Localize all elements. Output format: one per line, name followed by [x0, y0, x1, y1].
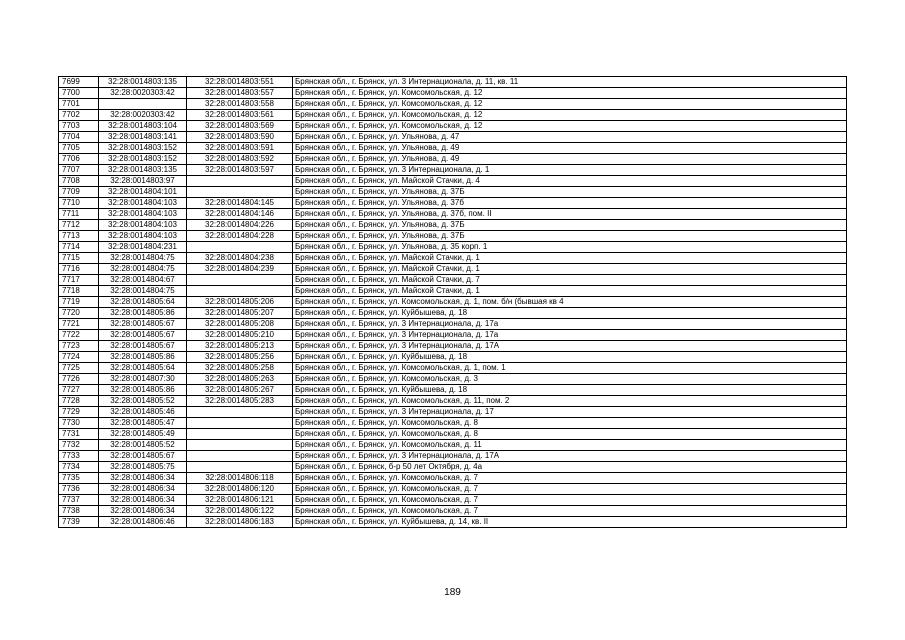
table-row: [59, 330, 847, 341]
parcel-cadastral-number-cell: 32:28:0014807:30: [99, 374, 187, 385]
parcel-cadastral-number-cell: 32:28:0014803:97: [99, 176, 187, 187]
row-number-cell: 7711: [59, 209, 99, 220]
object-cadastral-number-cell: 32:28:0014806:183: [187, 517, 293, 528]
object-cadastral-number-cell: [187, 451, 293, 462]
row-number-cell: 7737: [59, 495, 99, 506]
address-cell: Брянская обл., г. Брянск, ул. Комсомольская, д. 8: [293, 418, 847, 429]
row-number-cell: 7734: [59, 462, 99, 473]
address-cell: Брянская обл., г. Брянск, ул. 3 Интернационала, д. 17а: [293, 319, 847, 330]
object-cadastral-number-cell: 32:28:0014804:146: [187, 209, 293, 220]
row-number-cell: 7735: [59, 473, 99, 484]
parcel-cadastral-number-cell: 32:28:0014804:103: [99, 209, 187, 220]
parcel-cadastral-number-cell: 32:28:0014806:34: [99, 484, 187, 495]
table-row: [59, 396, 847, 407]
address-cell: Брянская обл., г. Брянск, ул. Комсомольская, д. 8: [293, 429, 847, 440]
row-number-cell: 7728: [59, 396, 99, 407]
object-cadastral-number-cell: 32:28:0014804:228: [187, 231, 293, 242]
table-row: [59, 506, 847, 517]
object-cadastral-number-cell: 32:28:0014805:256: [187, 352, 293, 363]
object-cadastral-number-cell: 32:28:0014806:121: [187, 495, 293, 506]
parcel-cadastral-number-cell: 32:28:0014804:75: [99, 286, 187, 297]
row-number-cell: 7710: [59, 198, 99, 209]
object-cadastral-number-cell: 32:28:0014803:592: [187, 154, 293, 165]
parcel-cadastral-number-cell: 32:28:0014804:67: [99, 275, 187, 286]
address-cell: Брянская обл., г. Брянск, ул. Комсомольская, д. 11, пом. 2: [293, 396, 847, 407]
address-cell: Брянская обл., г. Брянск, ул. Ульянова, д. 49: [293, 154, 847, 165]
address-cell: Брянская обл., г. Брянск, ул. Комсомольская, д. 7: [293, 495, 847, 506]
address-cell: Брянская обл., г. Брянск, ул. Майской Стачки, д. 1: [293, 253, 847, 264]
table-row: [59, 110, 847, 121]
parcel-cadastral-number-cell: 32:28:0014803:104: [99, 121, 187, 132]
object-cadastral-number-cell: 32:28:0014803:558: [187, 99, 293, 110]
object-cadastral-number-cell: [187, 418, 293, 429]
row-number-cell: 7721: [59, 319, 99, 330]
object-cadastral-number-cell: 32:28:0014804:238: [187, 253, 293, 264]
table-row: [59, 363, 847, 374]
table-row: [59, 231, 847, 242]
address-cell: Брянская обл., г. Брянск, ул. Комсомольская, д. 1, пом. б/н (бывшая кв 4: [293, 297, 847, 308]
object-cadastral-number-cell: [187, 187, 293, 198]
address-cell: Брянская обл., г. Брянск, ул. 3 Интернационала, д. 17А: [293, 451, 847, 462]
row-number-cell: 7708: [59, 176, 99, 187]
table-row: [59, 495, 847, 506]
table-row: [59, 484, 847, 495]
table-row: [59, 473, 847, 484]
parcel-cadastral-number-cell: 32:28:0014805:52: [99, 396, 187, 407]
object-cadastral-number-cell: 32:28:0014803:569: [187, 121, 293, 132]
address-cell: Брянская обл., г. Брянск, ул. 3 Интернационала, д. 17: [293, 407, 847, 418]
address-cell: Брянская обл., г. Брянск, ул. Ульянова, д. 37б: [293, 198, 847, 209]
parcel-cadastral-number-cell: 32:28:0014804:101: [99, 187, 187, 198]
row-number-cell: 7722: [59, 330, 99, 341]
row-number-cell: 7713: [59, 231, 99, 242]
address-cell: Брянская обл., г. Брянск, ул. Комсомольская, д. 1, пом. 1: [293, 363, 847, 374]
table-row: [59, 517, 847, 528]
row-number-cell: 7726: [59, 374, 99, 385]
parcel-cadastral-number-cell: 32:28:0014804:75: [99, 264, 187, 275]
parcel-cadastral-number-cell: 32:28:0014804:103: [99, 231, 187, 242]
parcel-cadastral-number-cell: [99, 99, 187, 110]
object-cadastral-number-cell: 32:28:0014805:206: [187, 297, 293, 308]
address-cell: Брянская обл., г. Брянск, ул. Ульянова, д. 35 корп. 1: [293, 242, 847, 253]
object-cadastral-number-cell: 32:28:0014805:208: [187, 319, 293, 330]
parcel-cadastral-number-cell: 32:28:0014804:103: [99, 220, 187, 231]
table-row: [59, 77, 847, 88]
row-number-cell: 7700: [59, 88, 99, 99]
row-number-cell: 7733: [59, 451, 99, 462]
address-cell: Брянская обл., г. Брянск, ул. Куйбышева, д. 18: [293, 352, 847, 363]
row-number-cell: 7706: [59, 154, 99, 165]
table-row: [59, 187, 847, 198]
table-row: [59, 88, 847, 99]
parcel-cadastral-number-cell: 32:28:0014806:34: [99, 473, 187, 484]
row-number-cell: 7703: [59, 121, 99, 132]
object-cadastral-number-cell: [187, 440, 293, 451]
row-number-cell: 7699: [59, 77, 99, 88]
row-number-cell: 7707: [59, 165, 99, 176]
address-cell: Брянская обл., г. Брянск, ул. Комсомольская, д. 12: [293, 121, 847, 132]
parcel-cadastral-number-cell: 32:28:0014805:67: [99, 451, 187, 462]
parcel-cadastral-number-cell: 32:28:0014803:152: [99, 143, 187, 154]
table-row: [59, 143, 847, 154]
row-number-cell: 7725: [59, 363, 99, 374]
row-number-cell: 7727: [59, 385, 99, 396]
row-number-cell: 7717: [59, 275, 99, 286]
address-cell: Брянская обл., г. Брянск, ул. Ульянова, д. 47: [293, 132, 847, 143]
object-cadastral-number-cell: 32:28:0014805:213: [187, 341, 293, 352]
parcel-cadastral-number-cell: 32:28:0014803:152: [99, 154, 187, 165]
table-row: [59, 374, 847, 385]
address-cell: Брянская обл., г. Брянск, ул. Майской Стачки, д. 7: [293, 275, 847, 286]
address-cell: Брянская обл., г. Брянск, ул. Комсомольская, д. 12: [293, 110, 847, 121]
object-cadastral-number-cell: [187, 407, 293, 418]
object-cadastral-number-cell: [187, 462, 293, 473]
table-row: [59, 462, 847, 473]
parcel-cadastral-number-cell: 32:28:0014805:67: [99, 319, 187, 330]
parcel-cadastral-number-cell: 32:28:0014805:86: [99, 385, 187, 396]
parcel-cadastral-number-cell: 32:28:0014804:75: [99, 253, 187, 264]
parcel-cadastral-number-cell: 32:28:0014805:64: [99, 363, 187, 374]
row-number-cell: 7715: [59, 253, 99, 264]
parcel-cadastral-number-cell: 32:28:0014805:49: [99, 429, 187, 440]
address-cell: Брянская обл., г. Брянск, ул. Комсомольская, д. 7: [293, 473, 847, 484]
parcel-cadastral-number-cell: 32:28:0014803:135: [99, 77, 187, 88]
parcel-cadastral-number-cell: 32:28:0014804:231: [99, 242, 187, 253]
object-cadastral-number-cell: 32:28:0014806:120: [187, 484, 293, 495]
object-cadastral-number-cell: 32:28:0014805:207: [187, 308, 293, 319]
table-row: [59, 253, 847, 264]
address-cell: Брянская обл., г. Брянск, ул. 3 Интернационала, д. 17А: [293, 341, 847, 352]
address-cell: Брянская обл., г. Брянск, ул. Куйбышева, д. 18: [293, 308, 847, 319]
address-cell: Брянская обл., г. Брянск, ул. Комсомольская, д. 12: [293, 88, 847, 99]
object-cadastral-number-cell: 32:28:0014803:561: [187, 110, 293, 121]
address-cell: Брянская обл., г. Брянск, ул. Ульянова, д. 49: [293, 143, 847, 154]
object-cadastral-number-cell: [187, 176, 293, 187]
parcel-cadastral-number-cell: 32:28:0014805:86: [99, 308, 187, 319]
address-cell: Брянская обл., г. Брянск, ул. Комсомольская, д. 3: [293, 374, 847, 385]
row-number-cell: 7719: [59, 297, 99, 308]
address-cell: Брянская обл., г. Брянск, ул. Ульянова, д. 37Б: [293, 220, 847, 231]
table-row: [59, 198, 847, 209]
table-row: [59, 99, 847, 110]
row-number-cell: 7704: [59, 132, 99, 143]
table-row: [59, 132, 847, 143]
row-number-cell: 7729: [59, 407, 99, 418]
row-number-cell: 7724: [59, 352, 99, 363]
table-row: [59, 176, 847, 187]
address-cell: Брянская обл., г. Брянск, ул. Ульянова, д. 37Б: [293, 187, 847, 198]
address-cell: Брянская обл., г. Брянск, ул. Комсомольская, д. 7: [293, 484, 847, 495]
table-row: [59, 275, 847, 286]
table-row: [59, 429, 847, 440]
row-number-cell: 7738: [59, 506, 99, 517]
address-cell: Брянская обл., г. Брянск, ул. Майской Стачки, д. 1: [293, 264, 847, 275]
row-number-cell: 7731: [59, 429, 99, 440]
row-number-cell: 7714: [59, 242, 99, 253]
table-row: [59, 242, 847, 253]
object-cadastral-number-cell: [187, 242, 293, 253]
table-row: [59, 407, 847, 418]
address-cell: Брянская обл., г. Брянск, ул. Ульянова, д. 37Б: [293, 231, 847, 242]
parcel-cadastral-number-cell: 32:28:0014803:141: [99, 132, 187, 143]
table-row: [59, 308, 847, 319]
address-cell: Брянская обл., г. Брянск, ул. 3 Интернационала, д. 17а: [293, 330, 847, 341]
object-cadastral-number-cell: 32:28:0014805:263: [187, 374, 293, 385]
row-number-cell: 7730: [59, 418, 99, 429]
row-number-cell: 7702: [59, 110, 99, 121]
parcel-cadastral-number-cell: 32:28:0014805:67: [99, 341, 187, 352]
row-number-cell: 7701: [59, 99, 99, 110]
object-cadastral-number-cell: 32:28:0014805:283: [187, 396, 293, 407]
parcel-cadastral-number-cell: 32:28:0014806:34: [99, 495, 187, 506]
table-row: [59, 220, 847, 231]
object-cadastral-number-cell: 32:28:0014803:551: [187, 77, 293, 88]
table-row: [59, 209, 847, 220]
object-cadastral-number-cell: [187, 286, 293, 297]
object-cadastral-number-cell: 32:28:0014803:590: [187, 132, 293, 143]
object-cadastral-number-cell: 32:28:0014803:557: [187, 88, 293, 99]
table-row: [59, 154, 847, 165]
table-row: [59, 451, 847, 462]
table-row: [59, 264, 847, 275]
row-number-cell: 7718: [59, 286, 99, 297]
row-number-cell: 7705: [59, 143, 99, 154]
object-cadastral-number-cell: 32:28:0014805:210: [187, 330, 293, 341]
register-table-body: [59, 77, 847, 528]
parcel-cadastral-number-cell: 32:28:0014805:86: [99, 352, 187, 363]
row-number-cell: 7739: [59, 517, 99, 528]
address-cell: Брянская обл., г. Брянск, ул. 3 Интернационала, д. 11, кв. 11: [293, 77, 847, 88]
parcel-cadastral-number-cell: 32:28:0020303:42: [99, 110, 187, 121]
object-cadastral-number-cell: 32:28:0014804:226: [187, 220, 293, 231]
object-cadastral-number-cell: 32:28:0014806:122: [187, 506, 293, 517]
object-cadastral-number-cell: 32:28:0014805:258: [187, 363, 293, 374]
row-number-cell: 7736: [59, 484, 99, 495]
parcel-cadastral-number-cell: 32:28:0014804:103: [99, 198, 187, 209]
table-row: [59, 418, 847, 429]
parcel-cadastral-number-cell: 32:28:0014805:64: [99, 297, 187, 308]
address-cell: Брянская обл., г. Брянск, ул. Майской Стачки, д. 4: [293, 176, 847, 187]
address-cell: Брянская обл., г. Брянск, ул. Ульянова, д. 37б, пом. II: [293, 209, 847, 220]
table-row: [59, 319, 847, 330]
address-cell: Брянская обл., г. Брянск, ул. Майской Стачки, д. 1: [293, 286, 847, 297]
address-cell: Брянская обл., г. Брянск, б-р 50 лет Октября, д. 4а: [293, 462, 847, 473]
row-number-cell: 7732: [59, 440, 99, 451]
table-row: [59, 352, 847, 363]
table-row: [59, 297, 847, 308]
row-number-cell: 7723: [59, 341, 99, 352]
address-cell: Брянская обл., г. Брянск, ул. Комсомольская, д. 12: [293, 99, 847, 110]
object-cadastral-number-cell: 32:28:0014805:267: [187, 385, 293, 396]
table-row: [59, 341, 847, 352]
object-cadastral-number-cell: [187, 429, 293, 440]
object-cadastral-number-cell: 32:28:0014803:591: [187, 143, 293, 154]
address-cell: Брянская обл., г. Брянск, ул. Комсомольская, д. 11: [293, 440, 847, 451]
object-cadastral-number-cell: [187, 275, 293, 286]
table-row: [59, 440, 847, 451]
object-cadastral-number-cell: 32:28:0014806:118: [187, 473, 293, 484]
property-register-table: [58, 76, 847, 528]
table-row: [59, 165, 847, 176]
table-row: [59, 286, 847, 297]
parcel-cadastral-number-cell: 32:28:0014805:46: [99, 407, 187, 418]
parcel-cadastral-number-cell: 32:28:0014803:135: [99, 165, 187, 176]
address-cell: Брянская обл., г. Брянск, ул. Комсомольская, д. 7: [293, 506, 847, 517]
parcel-cadastral-number-cell: 32:28:0014805:52: [99, 440, 187, 451]
address-cell: Брянская обл., г. Брянск, ул. Куйбышева, д. 14, кв. II: [293, 517, 847, 528]
object-cadastral-number-cell: 32:28:0014804:239: [187, 264, 293, 275]
row-number-cell: 7720: [59, 308, 99, 319]
object-cadastral-number-cell: 32:28:0014803:597: [187, 165, 293, 176]
table-row: [59, 121, 847, 132]
row-number-cell: 7709: [59, 187, 99, 198]
object-cadastral-number-cell: 32:28:0014804:145: [187, 198, 293, 209]
row-number-cell: 7716: [59, 264, 99, 275]
parcel-cadastral-number-cell: 32:28:0014805:47: [99, 418, 187, 429]
row-number-cell: 7712: [59, 220, 99, 231]
parcel-cadastral-number-cell: 32:28:0020303:42: [99, 88, 187, 99]
page-number: 189: [444, 587, 461, 598]
parcel-cadastral-number-cell: 32:28:0014806:34: [99, 506, 187, 517]
parcel-cadastral-number-cell: 32:28:0014806:46: [99, 517, 187, 528]
address-cell: Брянская обл., г. Брянск, ул. Куйбышева, д. 18: [293, 385, 847, 396]
parcel-cadastral-number-cell: 32:28:0014805:75: [99, 462, 187, 473]
parcel-cadastral-number-cell: 32:28:0014805:67: [99, 330, 187, 341]
table-row: [59, 385, 847, 396]
address-cell: Брянская обл., г. Брянск, ул. 3 Интернационала, д. 1: [293, 165, 847, 176]
